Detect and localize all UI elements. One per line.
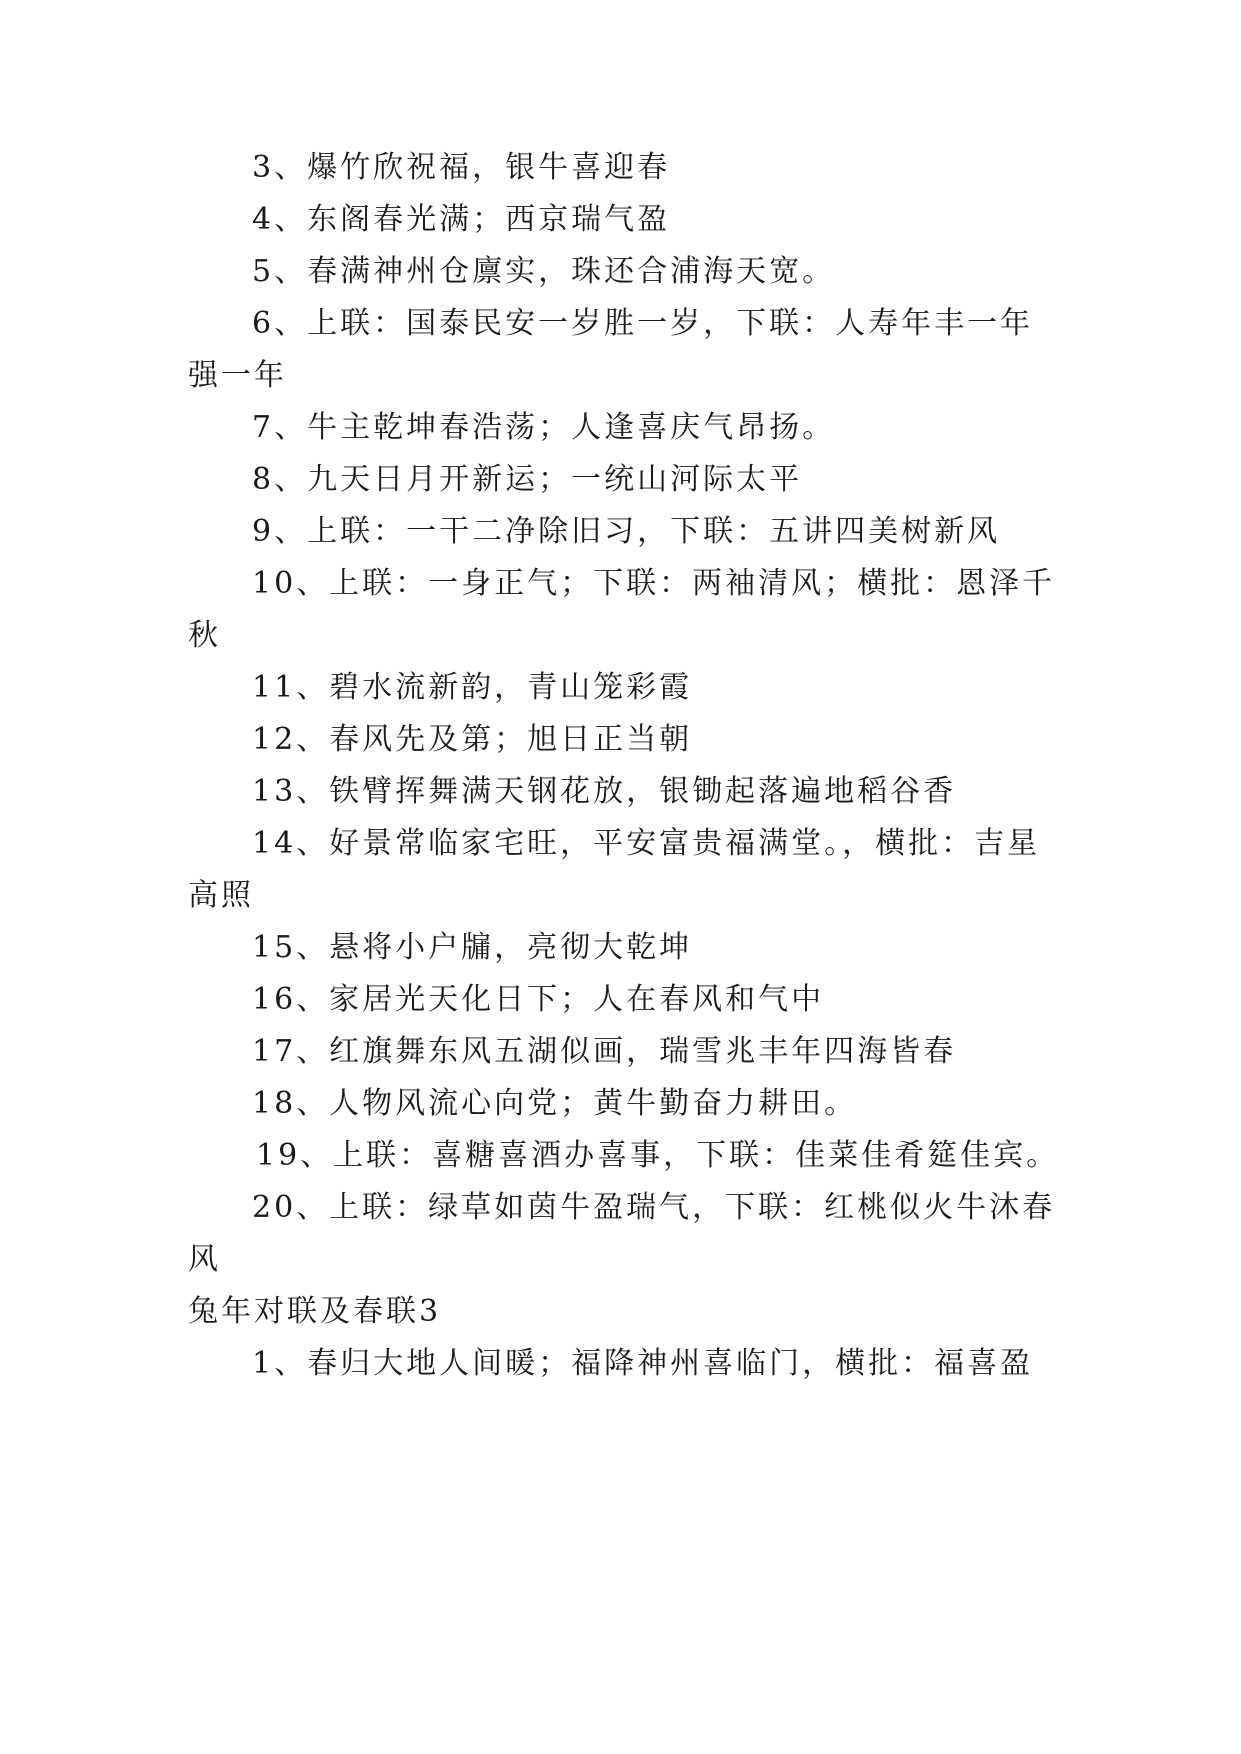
couplet-15: 15、悬将小户牖，亮彻大乾坤 (252, 930, 693, 965)
couplet-13: 13、铁臂挥舞满天钢花放，银锄起落遍地稻谷香 (252, 774, 957, 809)
couplet-17: 17、红旗舞东风五湖似画，瑞雪兆丰年四海皆春 (252, 1034, 957, 1069)
couplet-20-line2: 风 (188, 1242, 221, 1277)
couplet-12: 12、春风先及第；旭日正当朝 (252, 722, 693, 757)
couplet-10-line1: 10、上联：一身正气；下联：两袖清风；横批：恩泽千 (252, 566, 1056, 601)
couplet-16: 16、家居光天化日下；人在春风和气中 (252, 982, 825, 1017)
couplet-19: 19、上联：喜糖喜酒办喜事，下联：佳菜佳肴筵佳宾。 (256, 1138, 1060, 1173)
couplet-4: 4、东阁春光满；西京瑞气盈 (252, 202, 671, 237)
couplet-7: 7、牛主乾坤春浩荡；人逢喜庆气昂扬。 (252, 410, 836, 445)
section3-couplet-1: 1、春归大地人间暖；福降神州喜临门，横批：福喜盈 (252, 1346, 1034, 1381)
couplet-14-line2: 高照 (188, 878, 254, 913)
couplet-6-line1: 6、上联：国泰民安一岁胜一岁，下联：人寿年丰一年 (252, 306, 1034, 341)
couplet-18: 18、人物风流心向党；黄牛勤奋力耕田。 (252, 1086, 858, 1121)
couplet-8: 8、九天日月开新运；一统山河际太平 (252, 462, 803, 497)
couplet-14-line1: 14、好景常临家宅旺，平安富贵福满堂。，横批：吉星 (252, 826, 1041, 861)
couplet-20-line1: 20、上联：绿草如茵牛盈瑞气，下联：红桃似火牛沐春 (252, 1190, 1056, 1225)
couplet-3: 3、爆竹欣祝福，银牛喜迎春 (252, 150, 671, 185)
couplet-6-line2: 强一年 (188, 358, 287, 393)
couplet-11: 11、碧水流新韵，青山笼彩霞 (252, 670, 693, 705)
couplet-10-line2: 秋 (188, 618, 221, 653)
couplet-5: 5、春满神州仓廪实，珠还合浦海天宽。 (252, 254, 836, 289)
couplet-9: 9、上联：一干二净除旧习，下联：五讲四美树新风 (252, 514, 1001, 549)
section-heading: 兔年对联及春联3 (188, 1294, 442, 1329)
